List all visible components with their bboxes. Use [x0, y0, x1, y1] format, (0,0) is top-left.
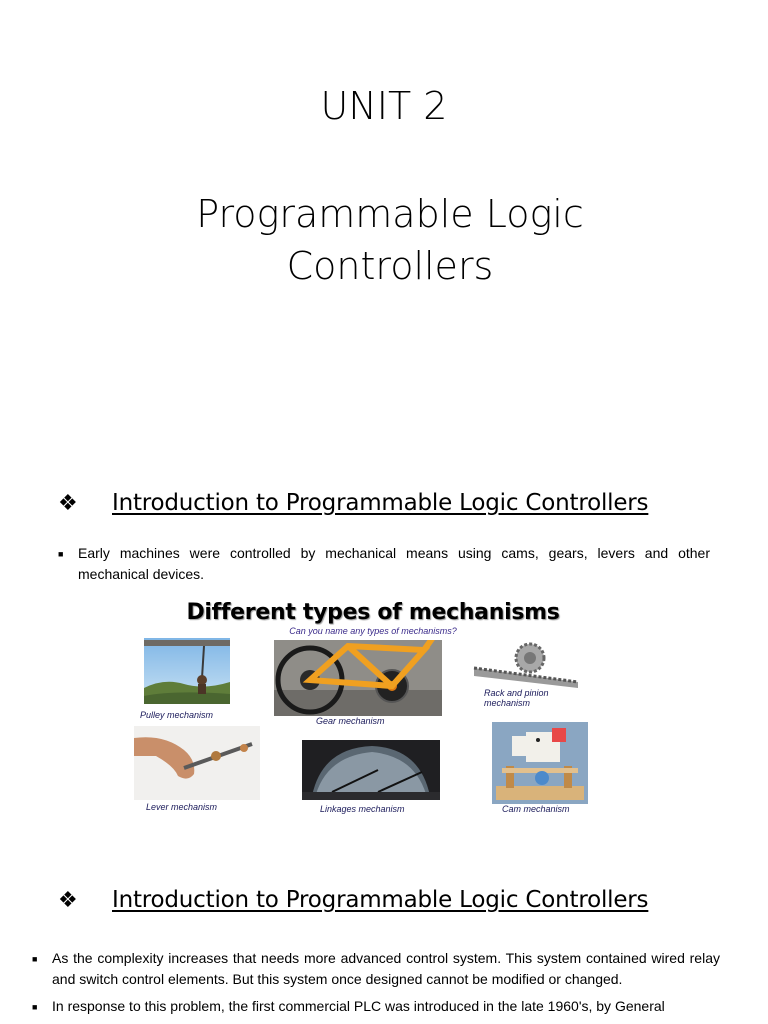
mechanisms-figure — [106, 592, 640, 818]
unit-title: UNIT 2 — [320, 84, 448, 128]
caption-gear: Gear mechanism — [316, 716, 385, 726]
bullet-item — [32, 996, 720, 1018]
caption-rack-line1: Rack and pinion — [484, 688, 549, 698]
pulley-image — [144, 638, 230, 704]
linkages-image — [302, 740, 440, 800]
main-title-line-2: Controllers — [286, 244, 494, 288]
caption-cam: Cam mechanism — [502, 804, 570, 814]
main-title-line-1: Programmable Logic — [196, 192, 584, 236]
bullet-text: In response to this problem, the first commercial PLC was introduced in the late 1960's, by General — [52, 998, 665, 1014]
square-bullet-icon: ■ — [32, 954, 38, 964]
square-bullet-icon: ■ — [32, 1002, 38, 1012]
section-heading-2 — [58, 883, 648, 917]
cam-image — [492, 722, 588, 804]
lever-image — [134, 726, 260, 800]
diamond-bullet-icon: ❖ — [58, 887, 78, 912]
rack-and-pinion-image — [470, 642, 582, 688]
section-heading-1 — [58, 486, 648, 520]
section-heading-text: Introduction to Programmable Logic Controllers — [112, 490, 649, 516]
figure-title: Different types of mechanisms — [186, 600, 560, 625]
figure-subtitle: Can you name any types of mechanisms? — [289, 626, 457, 636]
caption-linkages: Linkages mechanism — [320, 804, 405, 814]
diamond-bullet-icon: ❖ — [58, 490, 78, 515]
bullet-item — [58, 543, 710, 585]
square-bullet-icon: ■ — [58, 549, 64, 559]
bullet-text: Early machines were controlled by mechanical means using cams, gears, levers and other mechanical devices. — [78, 545, 710, 582]
caption-pulley: Pulley mechanism — [140, 710, 214, 720]
section-heading-text: Introduction to Programmable Logic Controllers — [112, 887, 649, 913]
bullet-item — [32, 948, 720, 990]
bullet-text: As the complexity increases that needs more advanced control system. This system contained wired relay and switch control elements. But this system once designed cannot be modified or changed. — [52, 950, 720, 987]
caption-rack-line2: mechanism — [484, 698, 531, 708]
gear-image — [274, 640, 442, 716]
caption-lever: Lever mechanism — [146, 802, 218, 812]
